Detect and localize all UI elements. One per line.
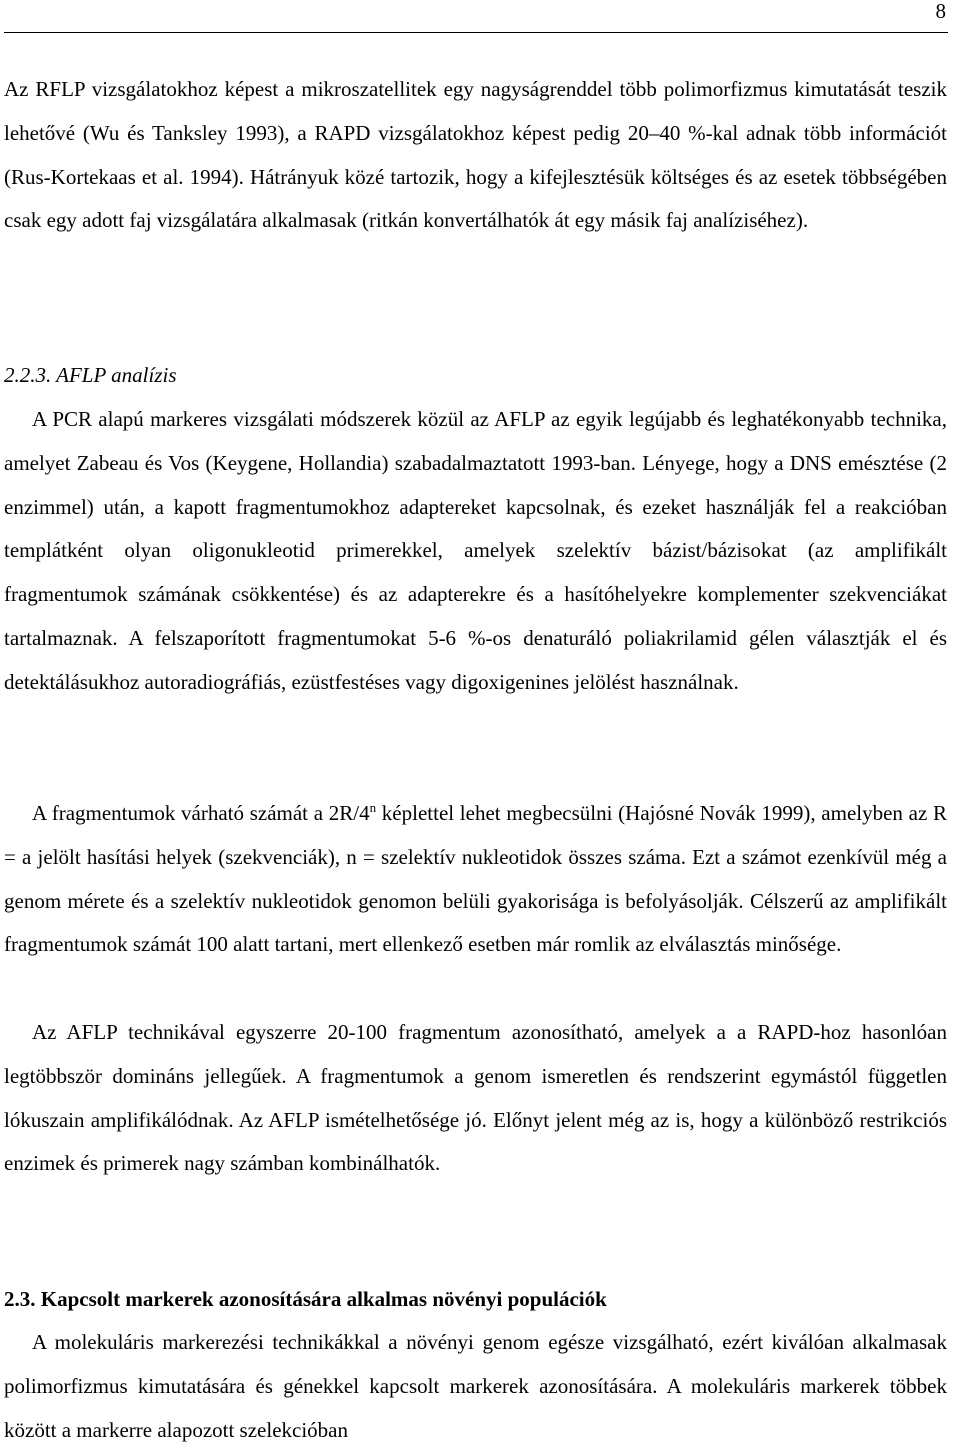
paragraph-microsatellite: Az RFLP vizsgálatokhoz képest a mikroszatellitek egy nagyságrenddel több polimorfizmus kimutatását teszik lehetővé (Wu és Tanksley 1993), a RAPD vizsgálatokhoz képest pedig 20–40 %-kal adnak több információt (Rus-Kortekaas et al. 1994). Hátrányuk közé tartozik, hogy a kifejlesztésük költséges és az esetek többségében csak egy adott faj vizsgálatára alkalmasak (ritkán konvertálhatók át egy másik faj analíziséhez). bbox=[4, 77, 947, 233]
text-after-formula: képlettel lehet megbecsülni (Hajósné Novák 1999), amelyben az R = a jelölt hasítási helyek (szekvenciák), n = szelektív nukleotidok összes száma. Ezt a számot ezenkívül még a genom mérete és a szelektív nukleotidok genomon belüli gyakorisága is befolyásolják. Célszerű az amplifikált fragmentumok számát 100 alatt tartani, mert ellenkező esetben már romlik az elválasztás minősége. bbox=[4, 801, 947, 957]
section-title: Kapcsolt markerek azonosítására alkalmas növényi populációk bbox=[40, 1287, 607, 1311]
section-number: 2.2.3. bbox=[4, 363, 52, 387]
paragraph-aflp-intro: A PCR alapú markeres vizsgálati módszerek közül az AFLP az egyik legújabb és leghatékonyabb technika, amelyet Zabeau és Vos (Keygene, Hollandia) szabadalmaztatott 1993-ban. Lényege, hogy a DNS emésztése (2 enzimmel) után, a kapott fragmentumokhoz adaptereket kapcsolnak, és ezeket használják fel a reakcióban templátként olyan oligonukleotid primerekkel, amelyek szelektív bázist/bázisokat (az amplifikált fragmentumok számának csökkentése) és az adapterekre és a hasítóhelyekre komplementer szekvenciákat tartalmaznak. A felszaporított fragmentumokat 5-6 %-os denaturáló poliakrilamid gélen választják el és detektálásukhoz autoradiográfiás, ezüstfestéses vagy digoxigenines jelölést használnak. bbox=[4, 407, 947, 694]
text-before-formula: A fragmentumok várható számát a 2R/4 bbox=[32, 801, 370, 825]
paragraph-populations-intro: A molekuláris markerezési technikákkal a növényi genom egésze vizsgálható, ezért kiválóan alkalmasak polimorfizmus kimutatására és génekkel kapcsolt markerek azonosítására. A molekuláris markerek többek között a markerre alapozott szelekcióban bbox=[4, 1330, 947, 1442]
header-rule bbox=[4, 32, 948, 33]
section-heading-aflp bbox=[4, 354, 947, 398]
page-number: 8 bbox=[935, 0, 946, 23]
paragraph-fragment-count bbox=[4, 792, 947, 967]
section-heading-populations bbox=[4, 1278, 947, 1322]
paragraph-aflp-advantages: Az AFLP technikával egyszerre 20-100 fragmentum azonosítható, amelyek a a RAPD-hoz hasonlóan legtöbbször domináns jellegűek. A fragmentumok a genom ismeretlen és rendszerint egymástól független lókuszain amplifikálódnak. Az AFLP ismételhetősége jó. Előnyt jelent még az is, hogy a különböző restrikciós enzimek és primerek nagy számban kombinálhatók. bbox=[4, 1020, 947, 1176]
section-title: AFLP analízis bbox=[56, 363, 177, 387]
formula-exponent: n bbox=[369, 800, 377, 815]
section-number: 2.3. bbox=[4, 1287, 36, 1311]
